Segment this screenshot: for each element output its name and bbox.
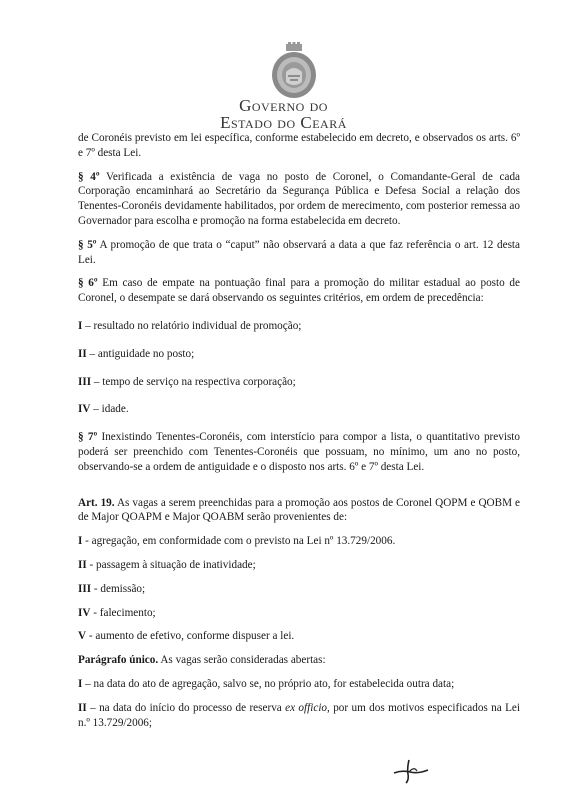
- vacancy-source-2-number: II: [78, 558, 87, 571]
- vacancy-source-3: [78, 582, 520, 597]
- paragraph-4: [78, 170, 520, 229]
- opening-rule-2-text-a: – na data do início do processo de reserva: [86, 701, 286, 714]
- paragraph-4-text: Verificada a existência de vaga no posto de Coronel, o Comandante-Geral de cada Corporação encaminhará ao Secretário da Segurança Pública e Defesa Social a relação dos Tenentes-Coronéis devidamente habilitados, por ordem de merecimento, com posterior remessa ao Governador para escolha e promoção na forma estabelecida em decreto.: [78, 170, 520, 227]
- criterion-3-number: III: [78, 375, 92, 388]
- vacancy-source-3-number: III: [78, 582, 92, 595]
- vacancy-source-2-text: - passagem à situação de inatividade;: [86, 558, 256, 571]
- criterion-2-text: – antiguidade no posto;: [86, 347, 195, 360]
- article-19-number: Art. 19.: [78, 496, 115, 509]
- opening-rule-1: [78, 677, 520, 692]
- criterion-3-text: – tempo de serviço na respectiva corporação;: [91, 375, 296, 388]
- paragraph-5-number: § 5º: [78, 238, 97, 251]
- sole-paragraph-label: Parágrafo único.: [78, 654, 159, 667]
- paragraph-5-text: A promoção de que trata o “caput” não observará a data a que faz referência o art. 12 desta Lei.: [78, 238, 520, 266]
- opening-rule-2: [78, 701, 520, 731]
- paragraph-7: [78, 430, 520, 474]
- opening-rule-2-italic: ex officio: [285, 701, 328, 714]
- opening-rule-2-number: II: [78, 701, 87, 714]
- article-19-text: As vagas a serem preenchidas para a promoção aos postos de Coronel QOPM e QOBM e de Major QOAPM e Major QOABM serão provenientes de:: [78, 496, 520, 524]
- vacancy-source-4-number: IV: [78, 606, 91, 619]
- opening-rule-2-text-b: , por um dos motivos especificados na Lei n.º 13.729/2006;: [78, 701, 520, 729]
- vacancy-source-1-number: I: [78, 535, 83, 548]
- opening-rule-1-text: – na data do ato de agregação, salvo se, no próprio ato, for estabelecida outra data;: [82, 677, 455, 690]
- vacancy-source-2: [78, 558, 520, 573]
- paragraph-6-number: § 6º: [78, 277, 98, 290]
- paragraph-5: [78, 238, 520, 268]
- criterion-4: [78, 402, 520, 417]
- criterion-4-text: – idade.: [90, 403, 129, 416]
- criterion-3: [78, 375, 520, 390]
- vacancy-source-4-text: - falecimento;: [90, 606, 156, 619]
- paragraph-4-number: § 4º: [78, 170, 100, 183]
- article-19: [78, 496, 520, 526]
- continuation-paragraph: de Coronéis previsto em lei específica, conforme estabelecido em decreto, e observados os arts. 6º e 7º desta Lei.: [78, 132, 520, 159]
- vacancy-source-5: [78, 629, 520, 644]
- sole-paragraph: [78, 653, 520, 668]
- vacancy-source-3-text: - demissão;: [91, 582, 146, 595]
- criterion-1-text: – resultado no relatório individual de promoção;: [82, 319, 302, 332]
- sole-paragraph-text: As vagas serão consideradas abertas:: [158, 654, 326, 667]
- paragraph-6-text: Em caso de empate na pontuação final para a promoção do militar estadual ao posto de Coronel, o desempate se dará observando os seguintes critérios, em ordem de precedência:: [78, 277, 520, 305]
- paragraph-6: [78, 276, 520, 306]
- header-state-line: Estado do Ceará: [220, 113, 347, 132]
- criterion-4-number: IV: [78, 403, 91, 416]
- criterion-2: [78, 347, 520, 362]
- paragraph-7-text: Inexistindo Tenentes-Coronéis, com interstício para compor a lista, o quantitativo previsto poderá ser preenchido com Tenentes-Coronéis que possuam, no mínimo, um ano no posto, observando-se a ordem de antiguidade e o disposto nos arts. 6º e 7º desta Lei.: [78, 431, 521, 473]
- vacancy-source-1: [78, 534, 520, 549]
- criterion-1: [78, 319, 520, 334]
- state-coat-of-arms-icon: [268, 42, 320, 100]
- header-government-line: Governo do: [239, 96, 328, 115]
- initials-signature-icon: [392, 758, 430, 784]
- paragraph-7-number: § 7º: [78, 431, 98, 444]
- vacancy-source-5-text: - aumento de efetivo, conforme dispuser a lei.: [86, 630, 295, 643]
- criterion-1-number: I: [78, 319, 83, 332]
- vacancy-source-5-number: V: [78, 630, 87, 643]
- criterion-2-number: II: [78, 347, 87, 360]
- vacancy-source-4: [78, 606, 520, 621]
- law-text: [78, 131, 520, 730]
- vacancy-source-1-text: - agregação, em conformidade com o previsto na Lei nº 13.729/2006.: [82, 535, 396, 548]
- opening-rule-1-number: I: [78, 677, 83, 690]
